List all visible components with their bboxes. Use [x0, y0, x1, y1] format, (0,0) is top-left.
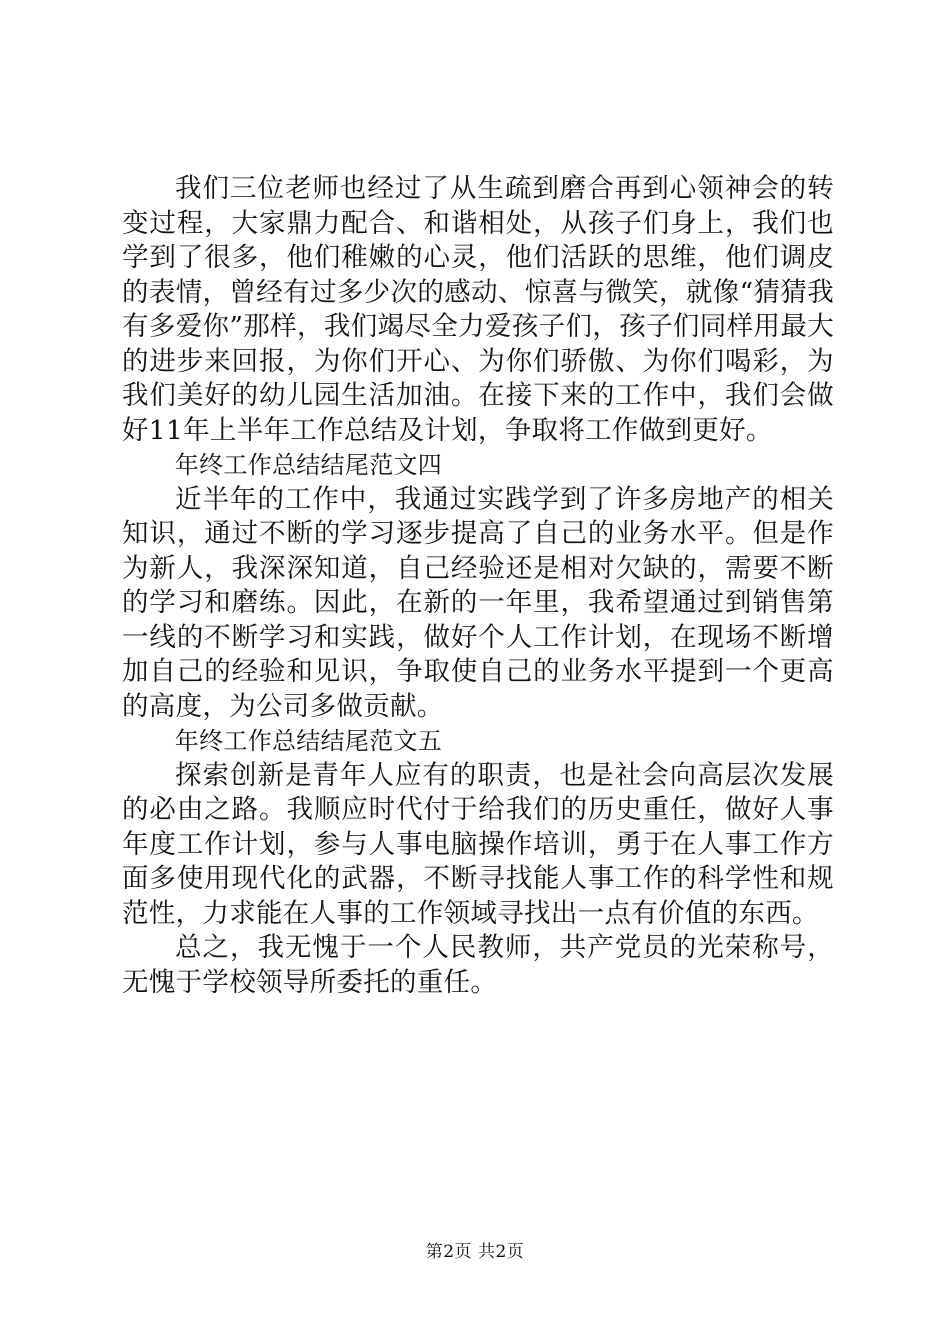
paragraph-personnel-innovation: 探索创新是青年人应有的职责，也是社会向高层次发展的必由之路。我顺应时代付于给我们的历史重任，做好人事年度工作计划，参与人事电脑操作培训，勇于在人事工作方面多使用现代化的武器，不断寻找能人事工作的科学性和规范性，力求能在人事的工作领域寻找出一点有价值的东西。: [122, 759, 834, 929]
paragraph-conclusion: 总之，我无愧于一个人民教师，共产党员的光荣称号，无愧于学校领导所委托的重任。: [122, 932, 834, 998]
document-body: [122, 172, 834, 1000]
paragraph-real-estate-summary: 近半年的工作中，我通过实践学到了许多房地产的相关知识，通过不断的学习逐步提高了自己的业务水平。但是作为新人，我深深知道，自己经验还是相对欠缺的，需要不断的学习和磨练。因此，在新的一年里，我希望通过到销售第一线的不断学习和实践，做好个人工作计划，在现场不断增加自己的经验和见识，争取使自己的业务水平提到一个更高的高度，为公司多做贡献。: [122, 483, 834, 722]
page-number-footer: 第2页 共2页: [425, 1242, 525, 1262]
paragraph-kindergarten-summary: 我们三位老师也经过了从生疏到磨合再到心领神会的转变过程，大家鼎力配合、和谐相处，从孩子们身上，我们也学到了很多，他们稚嫩的心灵，他们活跃的思维，他们调皮的表情，曾经有过多少次的感动、惊喜与微笑，就像“猜猜我有多爱你”那样，我们竭尽全力爱孩子们，孩子们同样用最大的进步来回报，为你们开心、为你们骄傲、为你们喝彩，为我们美好的幼儿园生活加油。在接下来的工作中，我们会做好11年上半年工作总结及计划，争取将工作做到更好。: [122, 173, 834, 446]
section-heading-4: 年终工作总结结尾范文四: [174, 451, 443, 479]
section-heading-5: 年终工作总结结尾范文五: [174, 727, 443, 755]
